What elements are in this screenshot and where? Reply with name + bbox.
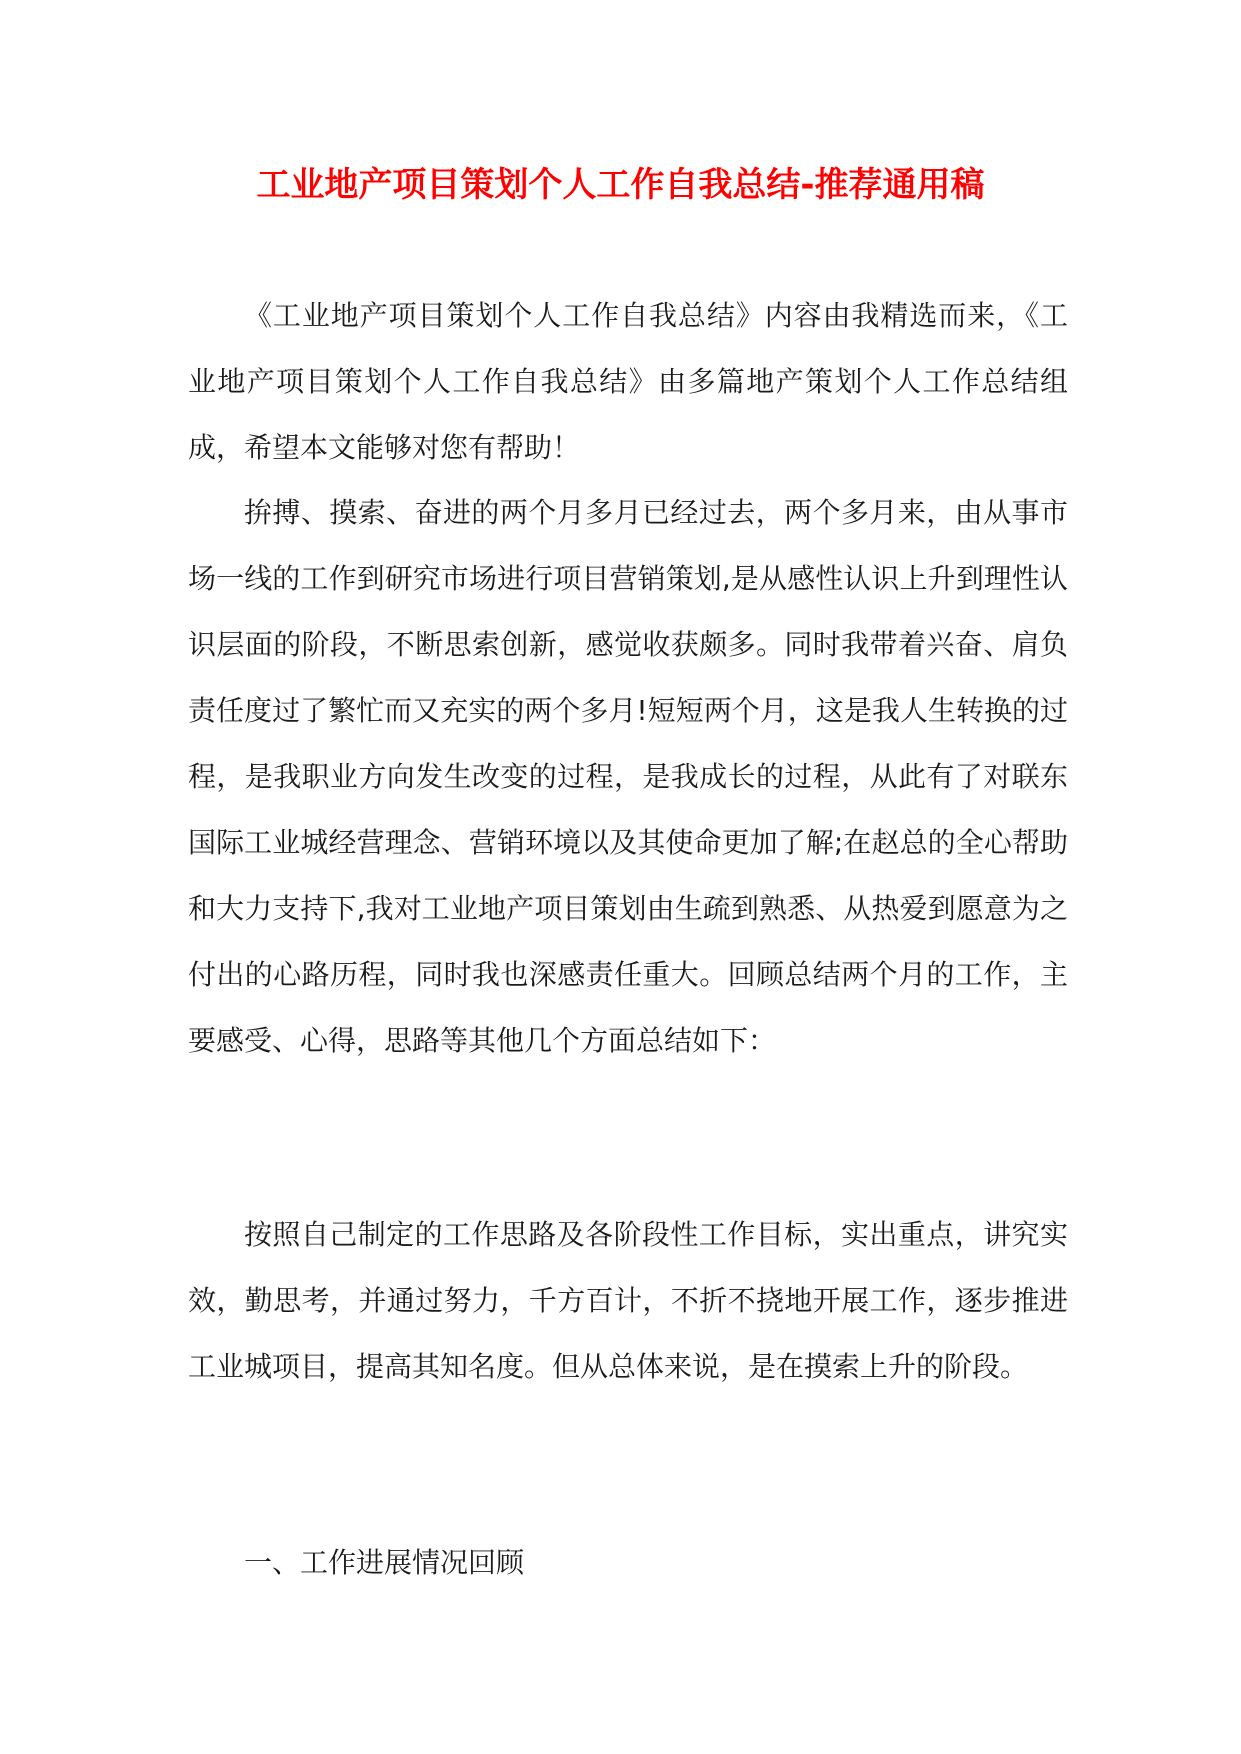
paragraph-approach — [188, 1202, 1068, 1400]
section-heading-text: 一、工作进展情况回顾 — [244, 1546, 525, 1579]
paragraph-text: 《工业地产项目策划个人工作自我总结》内容由我精选而来，《工业地产项目策划个人工作自我总结》由多篇地产策划个人工作总结组成，希望本文能够对您有帮助！ — [188, 299, 1068, 464]
paragraph-text: 拚搏、摸索、奋进的两个月多月已经过去，两个多月来，由从事市场一线的工作到研究市场进行项目营销策划,是从感性认识上升到理性认识层面的阶段，不断思索创新，感觉收获颇多。同时我带着兴奋、肩负责任度过了繁忙而又充实的两个多月!短短两个月，这是我人生转换的过程，是我职业方向发生改变的过程，是我成长的过程，从此有了对联东国际工业城经营理念、营销环境以及其使命更加了解;在赵总的全心帮助和大力支持下,我对工业地产项目策划由生疏到熟悉、从热爱到愿意为之付出的心路历程，同时我也深感责任重大。回顾总结两个月的工作，主要感受、心得，思路等其他几个方面总结如下： — [188, 496, 1068, 1057]
paragraph-summary — [188, 480, 1068, 1074]
document-title: 工业地产项目策划个人工作自我总结-推荐通用稿 — [256, 165, 985, 205]
section-heading — [188, 1530, 1068, 1596]
paragraph-intro — [188, 283, 1068, 481]
paragraph-text: 按照自己制定的工作思路及各阶段性工作目标，实出重点，讲究实效，勤思考，并通过努力，千方百计，不折不挠地开展工作，逐步推进工业城项目，提高其知名度。但从总体来说，是在摸索上升的阶段。 — [188, 1218, 1068, 1383]
